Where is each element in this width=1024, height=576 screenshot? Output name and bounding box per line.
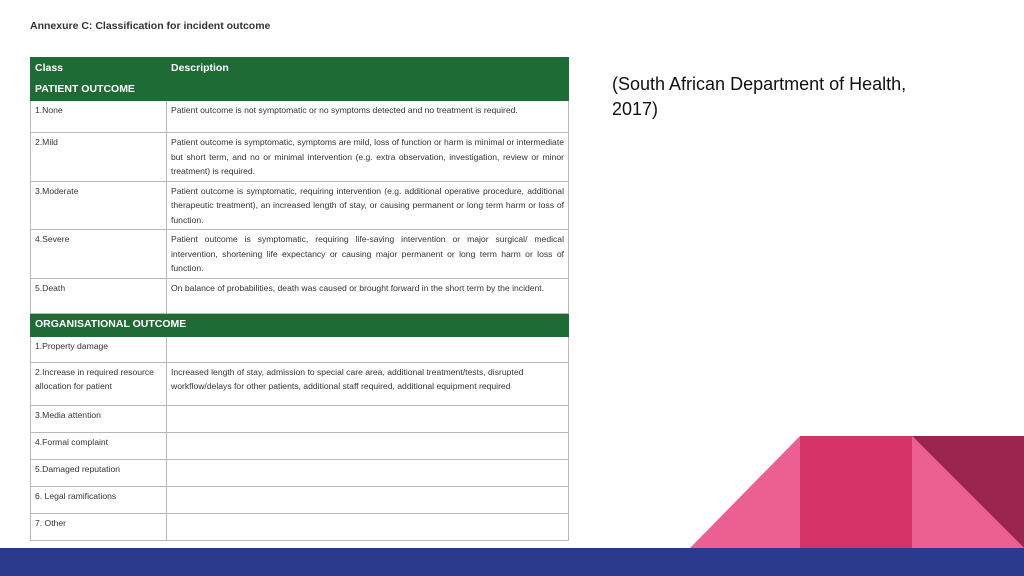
section-title: ORGANISATIONAL OUTCOME	[31, 313, 569, 336]
table-row	[31, 362, 569, 405]
row-class: 1.Property damage	[31, 336, 167, 362]
row-class: 5.Death	[31, 278, 167, 313]
table-row	[31, 336, 569, 362]
row-description: Patient outcome is symptomatic, symptoms are mild, loss of function or harm is minimal or intermediate but short term, and no or minimal intervention (e.g. extra observation, investigation, review or minor treatment) is required.	[167, 133, 569, 182]
row-description	[167, 405, 569, 432]
row-description: On balance of probabilities, death was caused or brought forward in the short term by the incident.	[167, 278, 569, 313]
citation-text: (South African Department of Health, 2017)	[612, 74, 907, 119]
row-class: 4.Severe	[31, 230, 167, 279]
row-class: 2.Increase in required resource allocation for patient	[31, 362, 167, 405]
footer-bar	[0, 548, 1024, 576]
row-class: 6. Legal ramifications	[31, 486, 167, 513]
patient-outcome-section	[31, 79, 569, 101]
pink-light-triangle	[690, 436, 800, 548]
row-description: Patient outcome is not symptomatic or no symptoms detected and no treatment is required.	[167, 101, 569, 133]
row-class: 1.None	[31, 101, 167, 133]
table-row	[31, 181, 569, 230]
document-title: Annexure C: Classification for incident outcome	[30, 20, 271, 32]
header-class: Class	[31, 58, 167, 79]
section-title: PATIENT OUTCOME	[31, 79, 569, 101]
table-row	[31, 486, 569, 513]
table-row	[31, 513, 569, 540]
row-class: 7. Other	[31, 513, 167, 540]
row-class: 5.Damaged reputation	[31, 459, 167, 486]
table-row	[31, 405, 569, 432]
row-class: 2.Mild	[31, 133, 167, 182]
pink-mid-block	[800, 436, 912, 548]
table-row	[31, 101, 569, 133]
row-class: 4.Formal complaint	[31, 432, 167, 459]
row-class: 3.Media attention	[31, 405, 167, 432]
table-row	[31, 432, 569, 459]
row-description	[167, 432, 569, 459]
table-row	[31, 230, 569, 279]
row-description: Patient outcome is symptomatic, requiring life-saving intervention or major surgical/ medical intervention, shortening life expectancy or causing major permanent or long term harm or loss of function.	[167, 230, 569, 279]
header-description: Description	[167, 58, 569, 79]
table-header-row	[31, 58, 569, 79]
row-class: 3.Moderate	[31, 181, 167, 230]
row-description	[167, 336, 569, 362]
incident-outcome-table	[30, 57, 569, 541]
row-description	[167, 513, 569, 540]
table-row	[31, 459, 569, 486]
row-description: Increased length of stay, admission to special care area, additional treatment/tests, disrupted workflow/delays for other patients, additional staff required, additional equipment required	[167, 362, 569, 405]
organisational-outcome-section	[31, 313, 569, 336]
decorative-triangles	[690, 436, 1024, 548]
table-row	[31, 133, 569, 182]
table-row	[31, 278, 569, 313]
row-description	[167, 486, 569, 513]
row-description: Patient outcome is symptomatic, requiring intervention (e.g. additional operative procedure, additional therapeutic treatment), an increased length of stay, or causing permanent or long term harm or loss of function.	[167, 181, 569, 230]
row-description	[167, 459, 569, 486]
